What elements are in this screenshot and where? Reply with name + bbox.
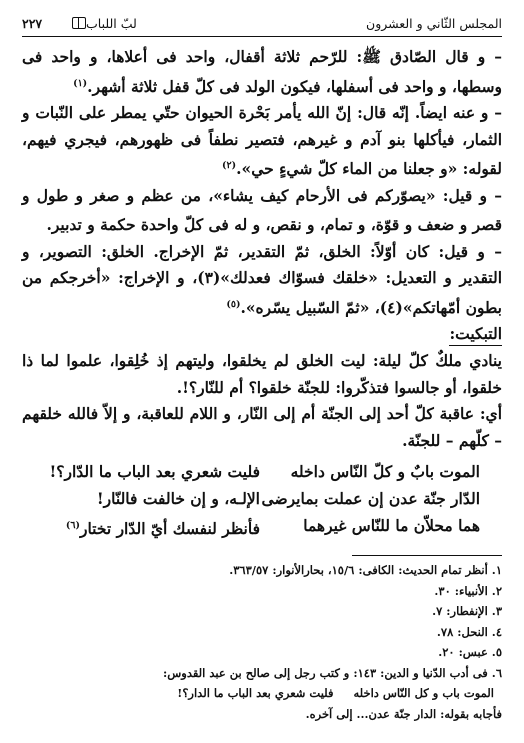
first-hemistich: الدّار جنّة عدن إن عملت بمايرضى xyxy=(261,489,480,508)
paragraph: – و قيل: كان أوّلاً: الخلق، ثمّ التقدير، ثمّ الإخراج. الخلق: التصوير، و التقدير و التعديل: «خلقك فسوّاك فعدلك»(٣)، و الإخراج: «أخرجكم من بطون أمّهاتكم»(٤)، «ثمّ السّبيل يسّره».$^{(٥)}$ xyxy=(22,241,503,317)
main-text xyxy=(22,44,502,542)
footnote-divider xyxy=(352,555,502,556)
paragraph: – و عنه ايضاً. إنّه قال: إنّ الله يأمر بَحْرة الحيوان حتّي يمطر على النّبات و الثمار، فيأكلها بنو آدم و غيرهم، فتصير نطفاً فى ظهورهم، فيجري فيهم، لقوله: «و جعلنا من الماء كلّ شيءٍ حي».$^{(٢)}$ xyxy=(22,103,502,178)
page-number: ٢٢٧ xyxy=(22,16,43,31)
first-hemistich: هما محلاّن ما للنّاس غيرهما xyxy=(303,516,480,535)
second-hemistich: فأنظر لنفسك أيّ الدّار تختار$^{(٦)}$ xyxy=(65,519,260,538)
paragraph: ينادي ملكٌ كلّ ليلة: ليت الخلق لم يخلقوا، وليتهم إذ خُلِقوا، علموا لما ذا خلقوا، أو جالسوا فتذكّروا: للجنّة خلقوا؟ أم للنّار؟!. xyxy=(22,351,502,397)
footnote-verse xyxy=(22,683,494,704)
running-header xyxy=(22,14,502,37)
footnotes xyxy=(22,560,502,724)
footnote-ref: (٢) xyxy=(222,160,237,171)
footnote: ٣. الإنفطار: ٧. xyxy=(432,604,502,618)
footnote: ٥. عبس: ٢٠. xyxy=(438,645,502,659)
footnote: ٦. فى أدب الدّنيا و الدين: ١٤٣: و كتب رجل إلى صالح بن عبد القدوس: xyxy=(162,665,502,680)
footnote-ref: (٦) xyxy=(65,520,80,531)
footnote: ١. أنظر تمام الحديث: الكافى: ١٥/٦، بحارالأنوار: ٣٦٣/٥٧. xyxy=(229,563,502,577)
book-title xyxy=(68,16,137,31)
footnote: ٤. النحل: ٧٨. xyxy=(436,624,502,639)
second-hemistich: فليت شعري بعد الباب ما الدّار؟! xyxy=(49,462,260,481)
poem-verse xyxy=(22,512,480,542)
second-hemistich: الإلـه، و إن خالفت فالنّار! xyxy=(96,489,260,508)
poem-verse xyxy=(22,485,480,512)
first-hemistich: الموت بابٌ و كلّ النّاس داخله xyxy=(290,462,480,481)
first-hemistich: الموت باب و كل النّاس داخله xyxy=(353,686,494,700)
second-hemistich: فليت شعري بعد الباب ما الدار؟! xyxy=(177,686,334,700)
book-icon xyxy=(72,17,86,29)
footnote-ref: (١) xyxy=(73,77,88,89)
paragraph: – و قال الصّادق ﷺ: للرّحم ثلاثة أقفال، واحد فى أعلاها، و واحد فى وسطها، و واحد فى أسفلها، فيكون الولد فى كلّ قفل ثلاثة أشهر.$^{(١)}$ xyxy=(22,47,502,96)
paragraph: – و قيل: «يصوّركم فى الأرحام كيف يشاء»، من عظم و صغر و طول و قصر و ضعف و قوّة، و تمام، و نقص، و له فى كلّ واحدة حكمة و تدبير. xyxy=(22,185,502,234)
poem-verse xyxy=(22,458,480,485)
chapter-title: المجلس الثّاني و العشرون xyxy=(366,16,502,31)
paragraph: أي: عاقبة كلّ أحد إلى الجنّة أم إلى النّار، و اللام للعاقبة، و إلاّ فالله خلقهم – كلّهم – للجنّة. xyxy=(22,404,502,450)
footnote-ref: (٥) xyxy=(226,298,241,310)
footnote: فأجابه بقوله: الدار جنّة عدن... إلى آخره. xyxy=(305,706,502,721)
footnote: ٢. الأنبياء: ٣٠. xyxy=(434,583,502,598)
section-heading: التبكيت: xyxy=(449,323,502,346)
poem xyxy=(22,458,502,542)
book-title-text: لبّ اللباب xyxy=(86,16,137,31)
